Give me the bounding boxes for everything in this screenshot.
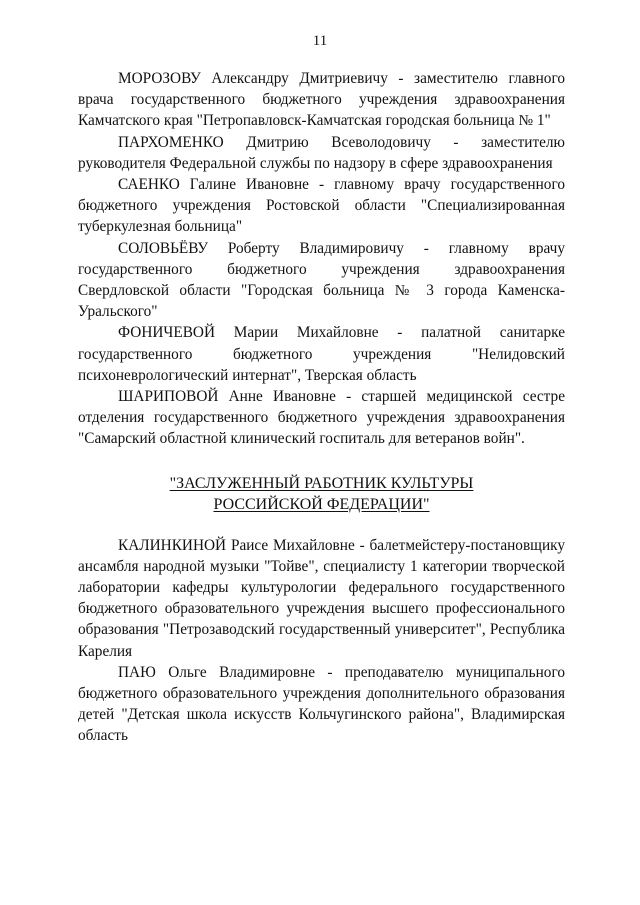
award-entry: САЕНКО Галине Ивановне - главному врачу государственного бюджетного учреждения Ростовской области "Специализированная туберкулезная больница": [78, 176, 565, 236]
award-entry: КАЛИНКИНОЙ Раисе Михайловне - балетмейстеру-постановщику ансамбля народной музыки "Тойве", специалисту 1 категории творческой лаборатории кафедры культурологии федерального государственного бюджетного образовательного учреждения высшего профессионального образования "Петрозаводский государственный университет", Республика Карелия: [78, 536, 565, 660]
award-entry: ШАРИПОВОЙ Анне Ивановне - старшей медицинской сестре отделения государственного бюджетного учреждения здравоохранения "Самарский областной клинический госпиталь для ветеранов войн".: [78, 388, 565, 448]
page-number: 11: [312, 33, 328, 49]
section-heading-line: РОССИЙСКОЙ ФЕДЕРАЦИИ": [213, 495, 430, 513]
award-entry: МОРОЗОВУ Александру Дмитриевичу - заместителю главного врача государственного бюджетного учреждения здравоохранения Камчатского края "Петропавловск-Камчатская городская больница № 1": [78, 70, 565, 130]
award-entry: ПАЮ Ольге Владимировне - преподавателю муниципального бюджетного образовательного учреждения дополнительного образования детей "Детская школа искусств Кольчугинского района", Владимирская область: [78, 663, 565, 745]
award-entry: ФОНИЧЕВОЙ Марии Михайловне - палатной санитарке государственного бюджетного учреждения "Нелидовский психоневрологический интернат", Тверская область: [78, 324, 565, 384]
document-body: [78, 68, 565, 747]
section-heading: [78, 473, 565, 515]
section-heading-line: "ЗАСЛУЖЕННЫЙ РАБОТНИК КУЛЬТУРЫ: [169, 474, 474, 492]
award-entry: СОЛОВЬЁВУ Роберту Владимировичу - главному врачу государственного бюджетного учреждения здравоохранения Свердловской области "Городская больница № 3 города Каменска-Уральского": [78, 239, 565, 321]
award-entry: ПАРХОМЕНКО Дмитрию Всеволодовичу - заместителю руководителя Федеральной службы по надзору в сфере здравоохранения: [78, 133, 565, 172]
